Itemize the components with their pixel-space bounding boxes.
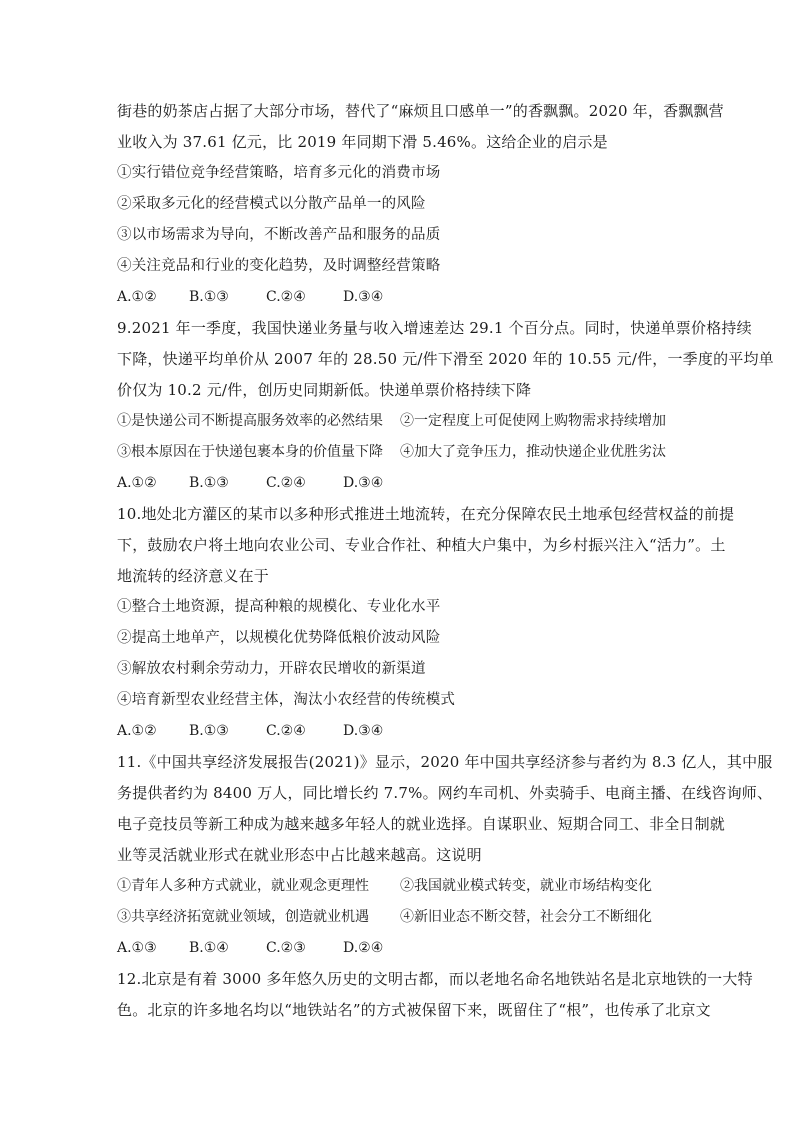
question-stem-line: 地流转的经济意义在于 (117, 567, 270, 585)
option-b: B.①③ (189, 289, 229, 305)
option-d: D.③④ (343, 723, 384, 739)
question-stem-line: 11.《中国共享经济发展报告(2021)》显示，2020 年中国共享经济参与者约为 8.3 亿人，其中服 (117, 753, 773, 771)
statement-row (117, 902, 677, 933)
statement: ①整合土地资源，提高种粮的规模化、专业化水平 (117, 599, 441, 615)
option-c: C.②④ (266, 289, 306, 305)
exam-page (117, 96, 774, 1026)
question-stem-line: 街巷的奶茶店占据了大部分市场，替代了“麻烦且口感单一”的香飘飘。2020 年，香飘飘营 (117, 102, 724, 120)
statement: ④新旧业态不断交替，社会分工不断细化 (400, 909, 652, 925)
statement: ②采取多元化的经营模式以分散产品单一的风险 (117, 196, 426, 212)
option-d: D.③④ (343, 289, 384, 305)
statement-row (117, 871, 677, 902)
option-a: A.①② (117, 723, 157, 739)
question-stem-line: 下，鼓励农户将土地向农业公司、专业合作社、种植大户集中，为乡村振兴注入“活力”。土 (117, 536, 726, 554)
question-stem-line: 电子竞技员等新工种成为越来越多年轻人的就业选择。自谋职业、短期合同工、非全日制就 (117, 815, 726, 833)
question-10 (117, 499, 735, 747)
option-a: A.①③ (117, 940, 157, 956)
statement: ①青年人多种方式就业，就业观念更理性 (117, 878, 369, 894)
statement-row (117, 437, 677, 468)
option-d: D.③④ (343, 475, 384, 491)
statement: ④培育新型农业经营主体，淘汰小农经营的传统模式 (117, 692, 456, 708)
statement: ④加大了竞争压力，推动快递企业优胜劣汰 (400, 444, 666, 460)
option-c: C.②③ (266, 940, 306, 956)
statement: ①实行错位竞争经营策略，培育多元化的消费市场 (117, 165, 441, 181)
question-stem-line: 务提供者约为 8400 万人，同比增长约 7.7%。网约车司机、外卖骑手、电商主播、在线咨询师、 (117, 784, 773, 802)
statement: ②提高土地单产，以规模化优势降低粮价波动风险 (117, 630, 441, 646)
answer-options (117, 716, 677, 747)
question-stem-line: 色。北京的许多地名均以“地铁站名”的方式被保留下来，既留住了“根”，也传承了北京文 (117, 1001, 711, 1019)
option-b: B.①④ (189, 940, 229, 956)
option-c: C.②④ (266, 475, 306, 491)
statement: ②我国就业模式转变，就业市场结构变化 (400, 878, 652, 894)
answer-options (117, 282, 677, 313)
question-stem-line: 业收入为 37.61 亿元，比 2019 年同期下滑 5.46%。这给企业的启示是 (117, 133, 608, 151)
question-stem-line: 9.2021 年一季度，我国快递业务量与收入增速差达 29.1 个百分点。同时，快递单票价格持续 (117, 319, 752, 337)
question-stem-line: 12.北京是有着 3000 多年悠久历史的文明古都，而以老地名命名地铁站名是北京地铁的一大特 (117, 970, 753, 988)
option-b: B.①③ (189, 723, 229, 739)
option-b: B.①③ (189, 475, 229, 491)
question-9 (117, 313, 774, 499)
statement: ①是快递公司不断提高服务效率的必然结果 (117, 413, 383, 429)
statement: ②一定程度上可促使网上购物需求持续增加 (400, 413, 666, 429)
statement: ③解放农村剩余劳动力，开辟农民增收的新渠道 (117, 661, 426, 677)
option-c: C.②④ (266, 723, 306, 739)
question-stem-line: 业等灵活就业形式在就业形态中占比越来越高。这说明 (117, 846, 482, 864)
statement: ④关注竞品和行业的变化趋势，及时调整经营策略 (117, 258, 441, 274)
option-d: D.②④ (343, 940, 384, 956)
question-stem-line: 10.地处北方灌区的某市以多种形式推进土地流转，在充分保障农民土地承包经营权益的前提 (117, 505, 735, 523)
option-a: A.①② (117, 289, 157, 305)
question-stem-line: 价仅为 10.2 元/件，创历史同期新低。快递单票价格持续下降 (117, 381, 532, 399)
option-a: A.①② (117, 475, 157, 491)
statement: ③以市场需求为导向，不断改善产品和服务的品质 (117, 227, 441, 243)
question-stem-line: 下降，快递平均单价从 2007 年的 28.50 元/件下滑至 2020 年的 10.55 元/件，一季度的平均单 (117, 350, 774, 368)
statement: ③根本原因在于快递包裹本身的价值量下降 (117, 444, 383, 460)
question-11 (117, 747, 773, 964)
question-12 (117, 964, 753, 1026)
answer-options (117, 468, 677, 499)
answer-options (117, 933, 677, 964)
question-8 (117, 96, 724, 313)
statement-row (117, 406, 677, 437)
statement: ③共享经济拓宽就业领域，创造就业机遇 (117, 909, 369, 925)
